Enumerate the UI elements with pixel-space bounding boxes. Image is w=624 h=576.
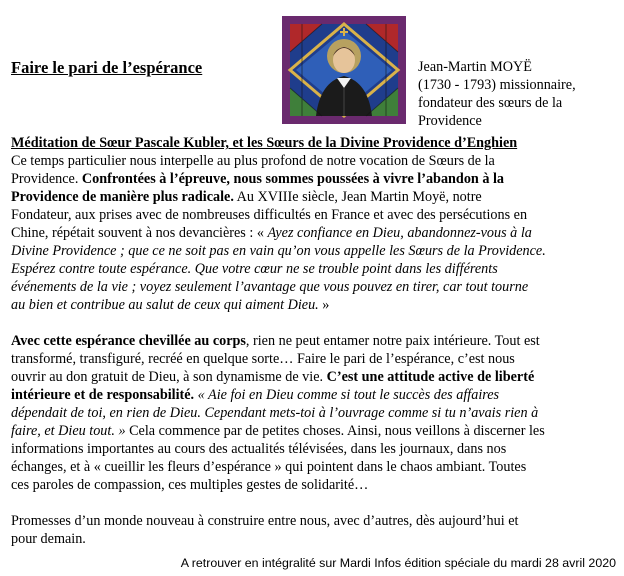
quote-text: événements de la vie ; voyez seulement l’avantage que vous pouvez en tirer, car tout tourne (11, 279, 529, 295)
quote-text: Espérez contre toute espérance. Que votre cœur ne se trouble point dans les différents (11, 261, 498, 277)
meditation-heading: Méditation de Sœur Pascale Kubler, et les Sœurs de la Divine Providence d’Enghien (11, 135, 518, 151)
text-line: échanges, et à « cueillir les fleurs d’espérance » qui pointent dans le chaos ambiant. Toutes (11, 459, 527, 475)
text-line (11, 261, 498, 277)
text-line: transformé, transfiguré, recréé en quelque sorte… Faire le pari de l’espérance, c’est nous (11, 351, 515, 367)
text-line: Avec cette espérance chevillée au corps, rien ne peut entamer notre paix intérieure. Tout est (11, 333, 540, 349)
paragraph-2 (11, 332, 621, 494)
bold-phrase: C’est une attitude active de liberté (326, 369, 535, 385)
paragraph-3 (11, 512, 621, 548)
quote-text: dépendait de toi, en rien de Dieu. Cependant mets-toi à l’ouvrage comme si tu n’avais rien à (11, 405, 539, 421)
text-line (11, 387, 499, 403)
text-line: Ce temps particulier nous interpelle au plus profond de notre vocation de Sœurs de la (11, 153, 495, 169)
stained-glass-image (282, 16, 406, 124)
portrait-caption (418, 58, 624, 130)
quote-text: au bien et contribue au salut de ceux qui aiment Dieu. (11, 297, 319, 313)
text-line: informations importantes au cours des actualités télévisées, dans les journaux, dans nos (11, 441, 507, 457)
text-line: ces paroles de compassion, ces multiples gestes de solidarité… (11, 477, 369, 493)
quote-text: « Aie foi en Dieu comme si tout le succès des affaires (194, 387, 500, 403)
caption-line: fondateur des sœurs de la (418, 95, 563, 111)
text-line: Providence de manière plus radicale. Au XVIIIe siècle, Jean Martin Moyë, notre (11, 189, 482, 205)
text-line: ouvrir au don gratuit de Dieu, à son dynamisme de vie. C’est une attitude active de liberté (11, 369, 535, 385)
quote-text: Divine Providence ; que ce ne soit pas en vain qu’on vous appelle les Sœurs de la Providence. (11, 243, 546, 259)
quote-text: Ayez confiance en Dieu, abandonnez-vous à la (267, 225, 532, 241)
text-line: Providence. Confrontées à l’épreuve, nous sommes poussées à vivre l’abandon à la (11, 171, 505, 187)
bold-phrase: Confrontées à l’épreuve, nous sommes poussées à vivre l’abandon à la (81, 171, 505, 187)
text-line: pour demain. (11, 531, 86, 547)
source-footer: A retrouver en intégralité sur Mardi Infos édition spéciale du mardi 28 avril 2020 (180, 556, 616, 570)
text-line: Chine, répétait souvent à nos devancières : « Ayez confiance en Dieu, abandonnez-vous à la (11, 225, 532, 241)
quote-text: faire, et Dieu tout. » (11, 423, 126, 439)
text-line (11, 279, 528, 295)
caption-line: Providence (418, 113, 482, 129)
bold-phrase: Providence de manière plus radicale. (11, 189, 234, 205)
text-line (11, 405, 538, 421)
text-line: au bien et contribue au salut de ceux qui aiment Dieu. » (11, 297, 330, 313)
text-line (11, 243, 546, 259)
text-line: Promesses d’un monde nouveau à construire entre nous, avec d’autres, dès aujourd’hui et (11, 513, 519, 529)
text-line: faire, et Dieu tout. » Cela commence par de petites choses. Ainsi, nous veillons à discerner les (11, 423, 545, 439)
text-line: Fondateur, aux prises avec de nombreuses difficultés en France et avec des persécutions en (11, 207, 528, 223)
article-body (11, 152, 621, 548)
bold-phrase: intérieure et de responsabilité. (11, 387, 195, 403)
caption-line: Jean-Martin MOYË (418, 59, 532, 75)
bold-phrase: Avec cette espérance chevillée au corps (11, 333, 246, 349)
caption-line: (1730 - 1793) missionnaire, (418, 77, 576, 93)
stained-glass-portrait (282, 16, 406, 124)
article-title: Faire le pari de l’espérance (11, 58, 203, 77)
paragraph-1 (11, 152, 621, 314)
